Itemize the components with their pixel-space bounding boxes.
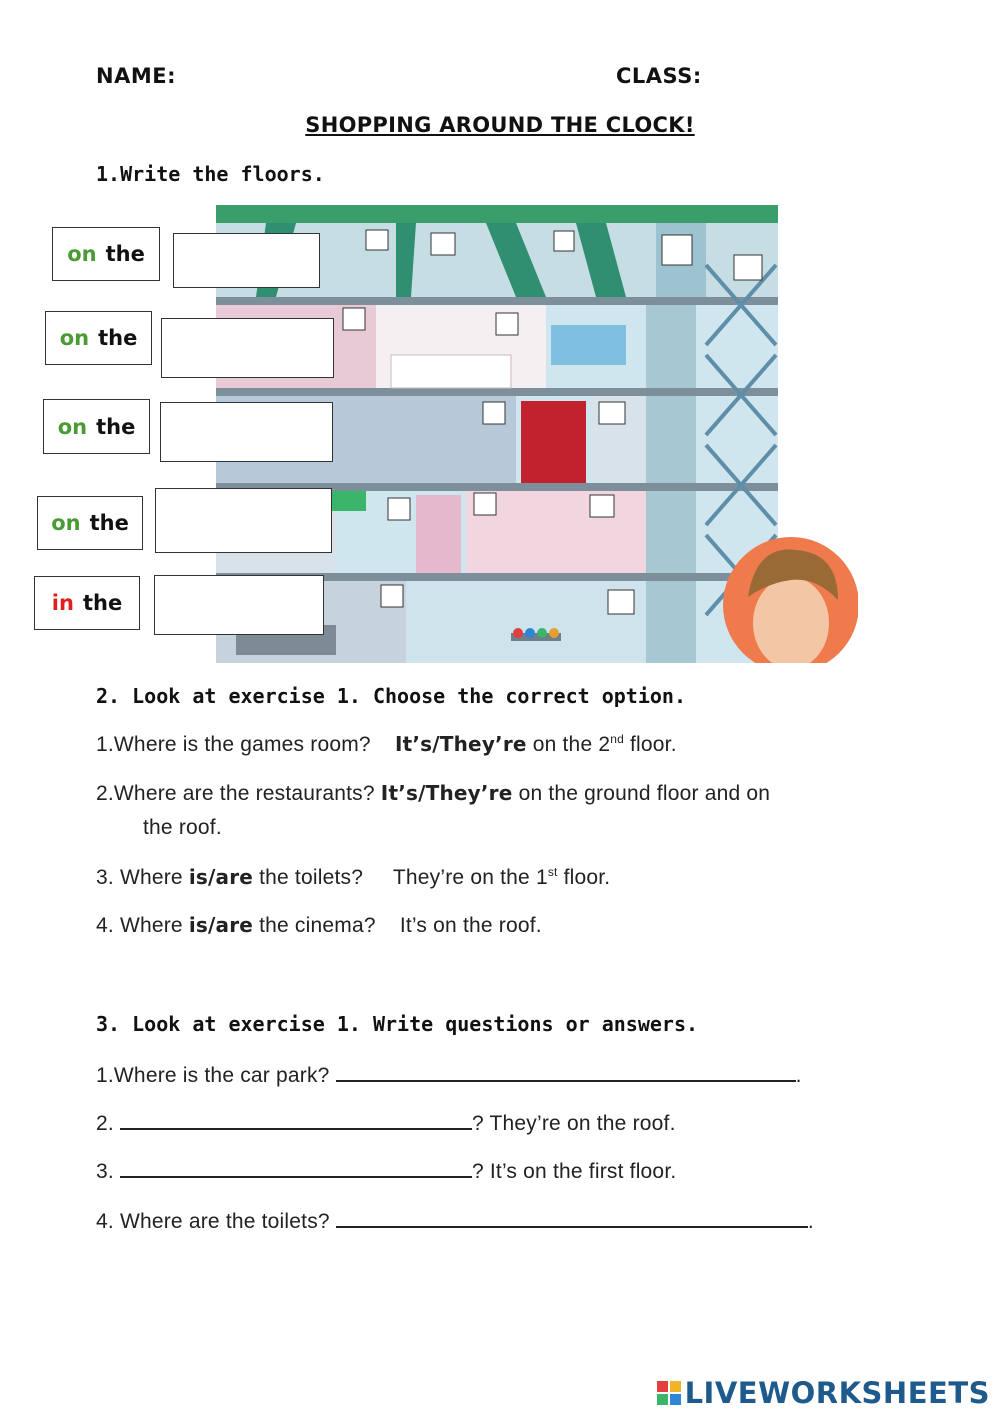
question-text: the toilets? bbox=[259, 866, 364, 889]
answer-text: ? They’re on the roof. bbox=[471, 1112, 676, 1135]
floor-answer-box-1[interactable] bbox=[173, 233, 320, 288]
article: the bbox=[82, 591, 123, 615]
answer-blank[interactable] bbox=[336, 1206, 808, 1228]
ordinal-suffix: st bbox=[547, 865, 558, 879]
ex3-question-4 bbox=[96, 1206, 814, 1234]
ex2-question-2 bbox=[96, 781, 770, 806]
class-label: CLASS: bbox=[616, 64, 702, 88]
question-text: 4. Where are the toilets? bbox=[96, 1210, 330, 1233]
item-number: 3. bbox=[96, 1160, 114, 1183]
ordinal-suffix: nd bbox=[610, 732, 624, 746]
punctuation: . bbox=[807, 1210, 814, 1233]
question-text: 1.Where is the car park? bbox=[96, 1064, 330, 1087]
question-text: floor. bbox=[623, 733, 677, 756]
question-text: 1.Where is the games room? bbox=[96, 733, 371, 756]
floor-label-2 bbox=[45, 311, 152, 365]
question-text: 3. Where bbox=[96, 866, 183, 889]
ex2-question-4 bbox=[96, 913, 542, 938]
worksheet-title: SHOPPING AROUND THE CLOCK! bbox=[305, 113, 695, 137]
answer-blank[interactable] bbox=[336, 1060, 796, 1082]
exercise-1-heading: 1.Write the floors. bbox=[96, 162, 325, 186]
floor-label-4 bbox=[37, 496, 143, 550]
question-text: the cinema? bbox=[259, 914, 376, 937]
choice-option[interactable]: It’s/They’re bbox=[394, 732, 527, 756]
name-label: NAME: bbox=[96, 64, 176, 88]
punctuation: . bbox=[795, 1064, 802, 1087]
choice-option[interactable]: It’s/They’re bbox=[380, 781, 513, 805]
question-text: 4. Where bbox=[96, 914, 183, 937]
exercise-3-heading: 3. Look at exercise 1. Write questions or answers. bbox=[96, 1012, 699, 1036]
liveworksheets-logo bbox=[657, 1376, 990, 1410]
question-text: 2.Where are the restaurants? bbox=[96, 782, 375, 805]
question-blank[interactable] bbox=[120, 1108, 472, 1130]
floor-label-5 bbox=[34, 576, 140, 630]
choice-option[interactable]: is/are bbox=[188, 865, 254, 889]
preposition: on bbox=[51, 511, 81, 535]
floor-answer-box-5[interactable] bbox=[154, 575, 324, 635]
ex2-question-2-continued: the roof. bbox=[143, 816, 222, 839]
article: the bbox=[89, 511, 129, 535]
brand-name: LIVEWORKSHEETS bbox=[684, 1376, 990, 1410]
floor-answer-box-4[interactable] bbox=[155, 488, 332, 553]
question-blank[interactable] bbox=[120, 1156, 472, 1178]
floor-label-1 bbox=[52, 227, 160, 281]
floor-answer-box-2[interactable] bbox=[161, 318, 334, 378]
article: the bbox=[105, 242, 145, 266]
floor-answer-box-3[interactable] bbox=[160, 402, 333, 462]
preposition: on bbox=[57, 414, 88, 439]
exercise-2-heading: 2. Look at exercise 1. Choose the correct option. bbox=[96, 684, 687, 708]
question-text: on the 2 bbox=[532, 733, 611, 756]
answer-text: ? It’s on the first floor. bbox=[471, 1160, 677, 1183]
ex2-question-3 bbox=[96, 865, 610, 890]
ex3-question-1 bbox=[96, 1060, 802, 1088]
article: the bbox=[96, 414, 136, 439]
preposition: on bbox=[59, 326, 90, 350]
article: the bbox=[98, 326, 138, 350]
question-text: on the ground floor and on bbox=[518, 782, 771, 805]
ex3-question-3 bbox=[96, 1156, 676, 1184]
ex2-question-1 bbox=[96, 732, 677, 757]
answer-text: floor. bbox=[557, 866, 611, 889]
ex3-question-2 bbox=[96, 1108, 676, 1136]
floor-label-3 bbox=[43, 399, 150, 454]
answer-text: It’s on the roof. bbox=[399, 914, 542, 937]
answer-text: They’re on the 1 bbox=[392, 866, 548, 889]
preposition: on bbox=[67, 242, 97, 266]
choice-option[interactable]: is/are bbox=[188, 913, 254, 937]
item-number: 2. bbox=[96, 1112, 114, 1135]
logo-mark-icon bbox=[657, 1381, 681, 1405]
preposition: in bbox=[51, 591, 74, 615]
